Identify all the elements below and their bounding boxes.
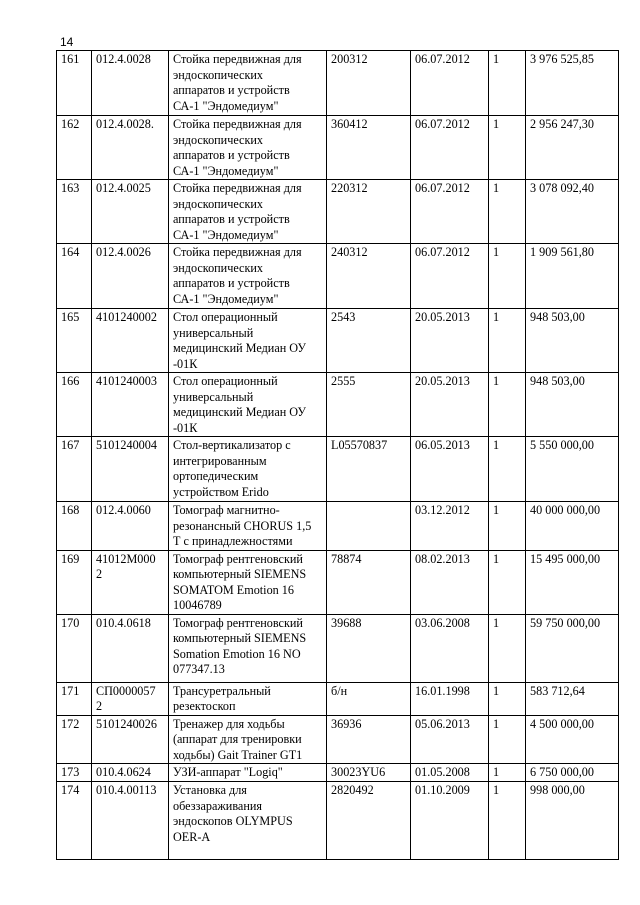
quantity-cell: 1 [489,682,526,715]
quantity-cell: 1 [489,51,526,116]
inventory-code-cell: 012.4.0026 [92,244,169,309]
row-number-cell: 164 [57,244,92,309]
row-number-cell: 173 [57,764,92,782]
date-cell: 08.02.2013 [411,550,489,614]
date-cell: 03.06.2008 [411,614,489,682]
cost-cell: 15 495 000,00 [526,550,619,614]
cost-cell: 6 750 000,00 [526,764,619,782]
date-cell: 06.07.2012 [411,244,489,309]
quantity-cell: 1 [489,309,526,373]
table-row [57,614,619,682]
table-row [57,682,619,715]
table-row [57,180,619,244]
row-number-cell: 168 [57,502,92,551]
item-name-cell: Тренажер для ходьбы (аппарат для тренировки ходьбы) Gait Trainer GT1 [169,715,327,764]
inventory-table-body [57,51,619,860]
cost-cell: 5 550 000,00 [526,437,619,502]
page-number: 14 [60,35,74,49]
serial-number-cell: 360412 [327,116,411,180]
serial-number-cell: L05570837 [327,437,411,502]
item-name-cell: Стойка передвижная для эндоскопических аппаратов и устройств СА-1 "Эндомедиум" [169,51,327,116]
table-row [57,373,619,437]
serial-number-cell: 30023YU6 [327,764,411,782]
inventory-code-cell: 012.4.0060 [92,502,169,551]
serial-number-cell: 39688 [327,614,411,682]
serial-number-cell: 36936 [327,715,411,764]
cost-cell: 583 712,64 [526,682,619,715]
cost-cell: 948 503,00 [526,373,619,437]
item-name-cell: Трансуретральный резектоскоп [169,682,327,715]
inventory-code-cell: 5101240026 [92,715,169,764]
serial-number-cell: 2555 [327,373,411,437]
cost-cell: 59 750 000,00 [526,614,619,682]
table-row [57,502,619,551]
row-number-cell: 166 [57,373,92,437]
quantity-cell: 1 [489,550,526,614]
row-number-cell: 169 [57,550,92,614]
table-row [57,309,619,373]
item-name-cell: Стойка передвижная для эндоскопических аппаратов и устройств СА-1 "Эндомедиум" [169,116,327,180]
inventory-code-cell: 5101240004 [92,437,169,502]
table-row [57,550,619,614]
table-row [57,764,619,782]
item-name-cell: Стойка передвижная для эндоскопических аппаратов и устройств СА-1 "Эндомедиум" [169,244,327,309]
item-name-cell: Томограф рентгеновский компьютерный SIEMENS SOMATOM Emotion 16 10046789 [169,550,327,614]
date-cell: 20.05.2013 [411,309,489,373]
date-cell: 06.07.2012 [411,116,489,180]
row-number-cell: 161 [57,51,92,116]
item-name-cell: Стол-вертикализатор с интегрированным ортопедическим устройством Erido [169,437,327,502]
serial-number-cell: 240312 [327,244,411,309]
inventory-code-cell: 012.4.0028 [92,51,169,116]
inventory-code-cell: 4101240002 [92,309,169,373]
table-row [57,51,619,116]
serial-number-cell: 2820492 [327,782,411,860]
row-number-cell: 171 [57,682,92,715]
quantity-cell: 1 [489,437,526,502]
cost-cell: 998 000,00 [526,782,619,860]
inventory-table [56,50,619,860]
cost-cell: 3 976 525,85 [526,51,619,116]
table-row [57,437,619,502]
inventory-code-cell: 41012М000 2 [92,550,169,614]
inventory-code-cell: 012.4.0028. [92,116,169,180]
row-number-cell: 165 [57,309,92,373]
serial-number-cell: 78874 [327,550,411,614]
cost-cell: 2 956 247,30 [526,116,619,180]
date-cell: 06.07.2012 [411,51,489,116]
row-number-cell: 170 [57,614,92,682]
date-cell: 01.10.2009 [411,782,489,860]
quantity-cell: 1 [489,244,526,309]
inventory-code-cell: 010.4.0618 [92,614,169,682]
cost-cell: 948 503,00 [526,309,619,373]
quantity-cell: 1 [489,715,526,764]
cost-cell: 1 909 561,80 [526,244,619,309]
inventory-code-cell: 012.4.0025 [92,180,169,244]
row-number-cell: 163 [57,180,92,244]
quantity-cell: 1 [489,116,526,180]
quantity-cell: 1 [489,614,526,682]
item-name-cell: Томограф магнитно- резонансный CHORUS 1,5 Т с принадлежностями [169,502,327,551]
serial-number-cell: 2543 [327,309,411,373]
cost-cell: 4 500 000,00 [526,715,619,764]
date-cell: 20.05.2013 [411,373,489,437]
date-cell: 06.05.2013 [411,437,489,502]
item-name-cell: Стойка передвижная для эндоскопических аппаратов и устройств СА-1 "Эндомедиум" [169,180,327,244]
date-cell: 06.07.2012 [411,180,489,244]
table-row [57,715,619,764]
row-number-cell: 172 [57,715,92,764]
serial-number-cell [327,502,411,551]
serial-number-cell: 200312 [327,51,411,116]
item-name-cell: Стол операционный универсальный медицинский Медиан ОУ -01К [169,373,327,437]
item-name-cell: Томограф рентгеновский компьютерный SIEMENS Somation Emotion 16 NO 077347.13 [169,614,327,682]
date-cell: 16.01.1998 [411,682,489,715]
table-row [57,116,619,180]
inventory-code-cell: 010.4.0624 [92,764,169,782]
serial-number-cell: 220312 [327,180,411,244]
inventory-code-cell: 4101240003 [92,373,169,437]
serial-number-cell: б/н [327,682,411,715]
quantity-cell: 1 [489,764,526,782]
quantity-cell: 1 [489,502,526,551]
item-name-cell: Установка для обеззараживания эндоскопов OLYMPUS OER-A [169,782,327,860]
quantity-cell: 1 [489,180,526,244]
item-name-cell: УЗИ-аппарат "Logiq" [169,764,327,782]
cost-cell: 3 078 092,40 [526,180,619,244]
item-name-cell: Стол операционный универсальный медицинский Медиан ОУ -01К [169,309,327,373]
quantity-cell: 1 [489,782,526,860]
date-cell: 05.06.2013 [411,715,489,764]
date-cell: 01.05.2008 [411,764,489,782]
inventory-code-cell: СП0000057 2 [92,682,169,715]
table-row [57,782,619,860]
cost-cell: 40 000 000,00 [526,502,619,551]
inventory-code-cell: 010.4.00113 [92,782,169,860]
quantity-cell: 1 [489,373,526,437]
table-row [57,244,619,309]
row-number-cell: 167 [57,437,92,502]
row-number-cell: 174 [57,782,92,860]
date-cell: 03.12.2012 [411,502,489,551]
row-number-cell: 162 [57,116,92,180]
